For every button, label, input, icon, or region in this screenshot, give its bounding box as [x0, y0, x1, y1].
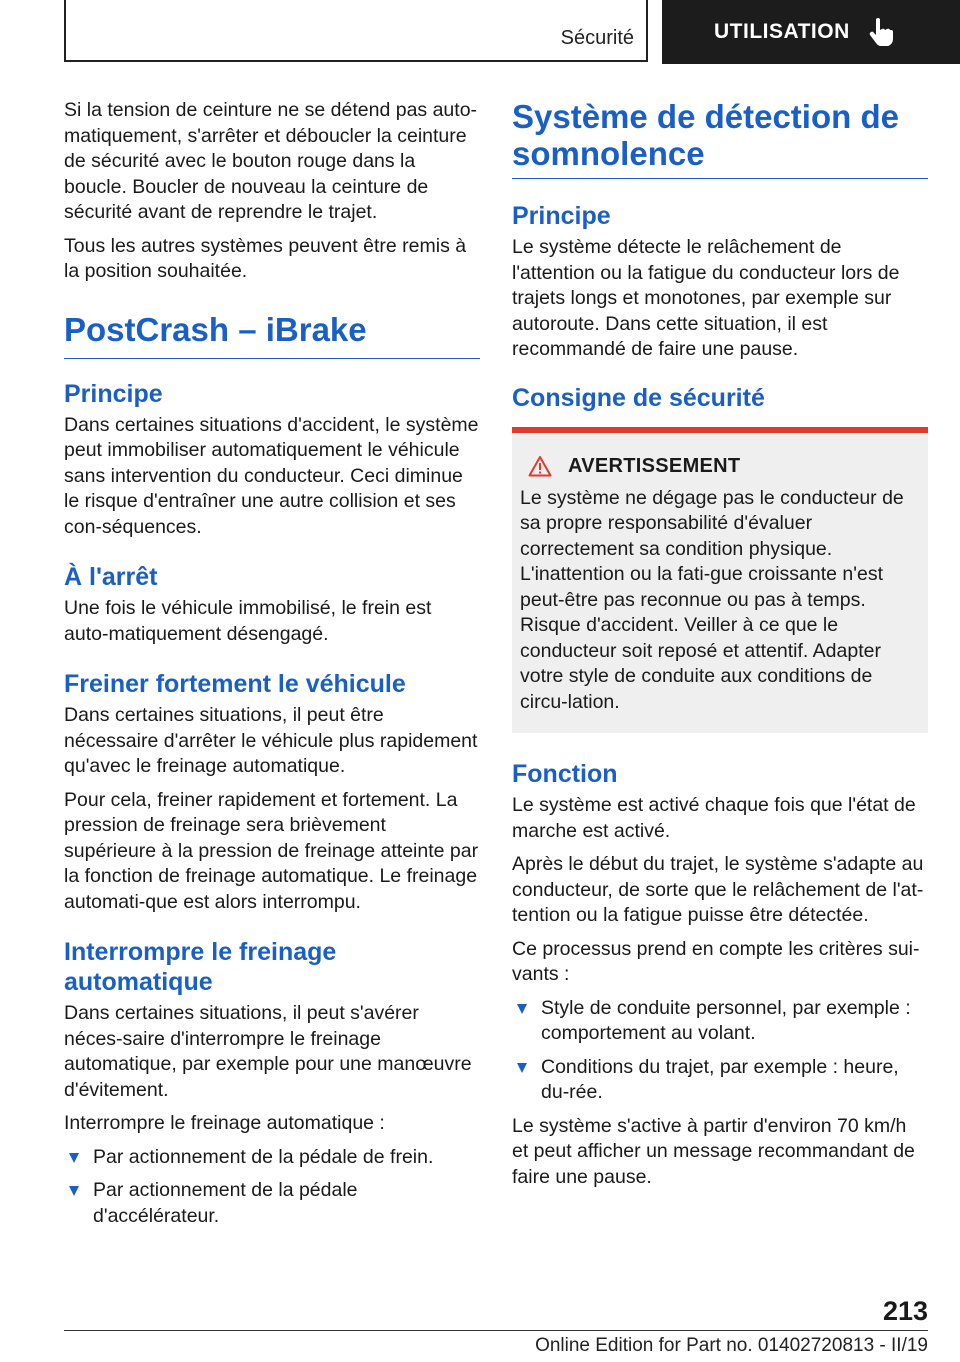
subsection-heading: Consigne de sécurité: [512, 383, 765, 412]
intro-paragraph: Si la tension de ceinture ne se détend pas auto‐matiquement, s'arrêter et déboucler la ceinture de sécurité avec le bouton rouge dans la boucle. Boucler de nouveau la ceinture de sécurité avant de reprendre le trajet.: [64, 99, 478, 223]
warning-triangle-icon: [528, 455, 552, 477]
warning-box: [512, 427, 928, 734]
list-item: Par actionnement de la pédale de frein.: [64, 1145, 480, 1171]
body-paragraph: Dans certaines situations, il peut être nécessaire d'arrêter le véhicule plus rapidement qu'avec le freinage automatique.: [64, 704, 478, 777]
body-paragraph: Après le début du trajet, le système s'adapte au conducteur, de sorte que le relâchement de l'at‐tention ou la fatigue puisse être détectée.: [512, 853, 924, 926]
subsection-heading: Fonction: [512, 760, 618, 788]
body-paragraph: Une fois le véhicule immobilisé, le frein est auto‐matiquement désengagé.: [64, 597, 432, 645]
footer-edition-text: Online Edition for Part no. 01402720813 - II/19: [535, 1335, 928, 1356]
warning-header: [528, 455, 920, 478]
bullet-list: [512, 996, 928, 1106]
body-paragraph: Dans certaines situations d'accident, le système peut immobiliser automatiquement le véhicule sans intervention du conducteur. Ceci diminue le risque d'entraîner une autre collision et ses con‐séquences.: [64, 413, 479, 538]
triangle-bullet-icon: [517, 1063, 527, 1073]
header-section-tab: [64, 0, 648, 62]
subsection-heading: Interrompre le freinage automatique: [64, 938, 337, 996]
list-item: Style de conduite personnel, par exemple : comportement au volant.: [512, 996, 928, 1047]
subsection-heading: À l'arrêt: [64, 563, 158, 591]
body-paragraph: Interrompre le freinage automatique :: [64, 1112, 385, 1134]
hand-pointer-icon: [868, 17, 894, 47]
page-number: 213: [882, 1296, 928, 1326]
footer-rule: [64, 1330, 928, 1331]
body-paragraph: Le système s'active à partir d'environ 70 km/h et peut afficher un message recommandant de faire une pause.: [512, 1114, 915, 1188]
subsection-heading: Principe: [512, 202, 611, 230]
section-title-rule: [512, 98, 928, 179]
triangle-bullet-icon: [517, 1004, 527, 1014]
header-section-label: Sécurité: [560, 27, 634, 49]
list-item: Conditions du trajet, par exemple : heure, du‐rée.: [512, 1055, 928, 1106]
left-column: [64, 98, 480, 1237]
subsection-heading: Principe: [64, 379, 163, 408]
body-paragraph: Dans certaines situations, il peut s'avérer néces‐saire d'interrompre le freinage automatique, par exemple pour une manœuvre d'évitement.: [64, 1002, 472, 1101]
body-paragraph: Pour cela, freiner rapidement et fortement. La pression de freinage sera brièvement supérieure à la pression de freinage atteinte par la fonction de freinage automatique. Le freinage automati‐que est alors interrompu.: [64, 788, 479, 913]
list-item: Par actionnement de la pédale d'accélérateur.: [64, 1178, 480, 1229]
bullet-list: [64, 1145, 480, 1230]
triangle-bullet-icon: [69, 1153, 79, 1163]
body-paragraph: Le système est activé chaque fois que l'état de marche est activé.: [512, 794, 916, 842]
intro-paragraph: Tous les autres systèmes peuvent être remis à la position souhaitée.: [64, 234, 467, 282]
warning-title: AVERTISSEMENT: [568, 454, 741, 477]
header-chapter-label: UTILISATION: [714, 20, 850, 43]
section-title: PostCrash – iBrake: [64, 310, 367, 348]
warning-text: Le système ne dégage pas le conducteur de sa propre responsabilité d'évaluer correctement sa condition physique. L'inattention ou la fati‐gue croissante n'est peut-être pas reconnue ou pas à temps. Risque d'accident. Veiller à ce que le conducteur soit reposé et attentif. Adapter votre style de conduite aux conditions de circu‐lation.: [520, 486, 904, 713]
subsection-heading: Freiner fortement le véhicule: [64, 670, 406, 698]
section-title-rule: [64, 311, 480, 359]
triangle-bullet-icon: [69, 1186, 79, 1196]
body-paragraph: Le système détecte le relâchement de l'attention ou la fatigue du conducteur lors de trajets longs et monotones, par exemple sur autoroute. Dans cette situation, il est recommandé de faire une pause.: [512, 236, 900, 360]
body-paragraph: Ce processus prend en compte les critères sui‐vants :: [512, 937, 920, 985]
header-chapter-tab: [662, 0, 960, 64]
section-title: Système de détection de somnolence: [512, 98, 899, 172]
right-column: [512, 98, 928, 1198]
